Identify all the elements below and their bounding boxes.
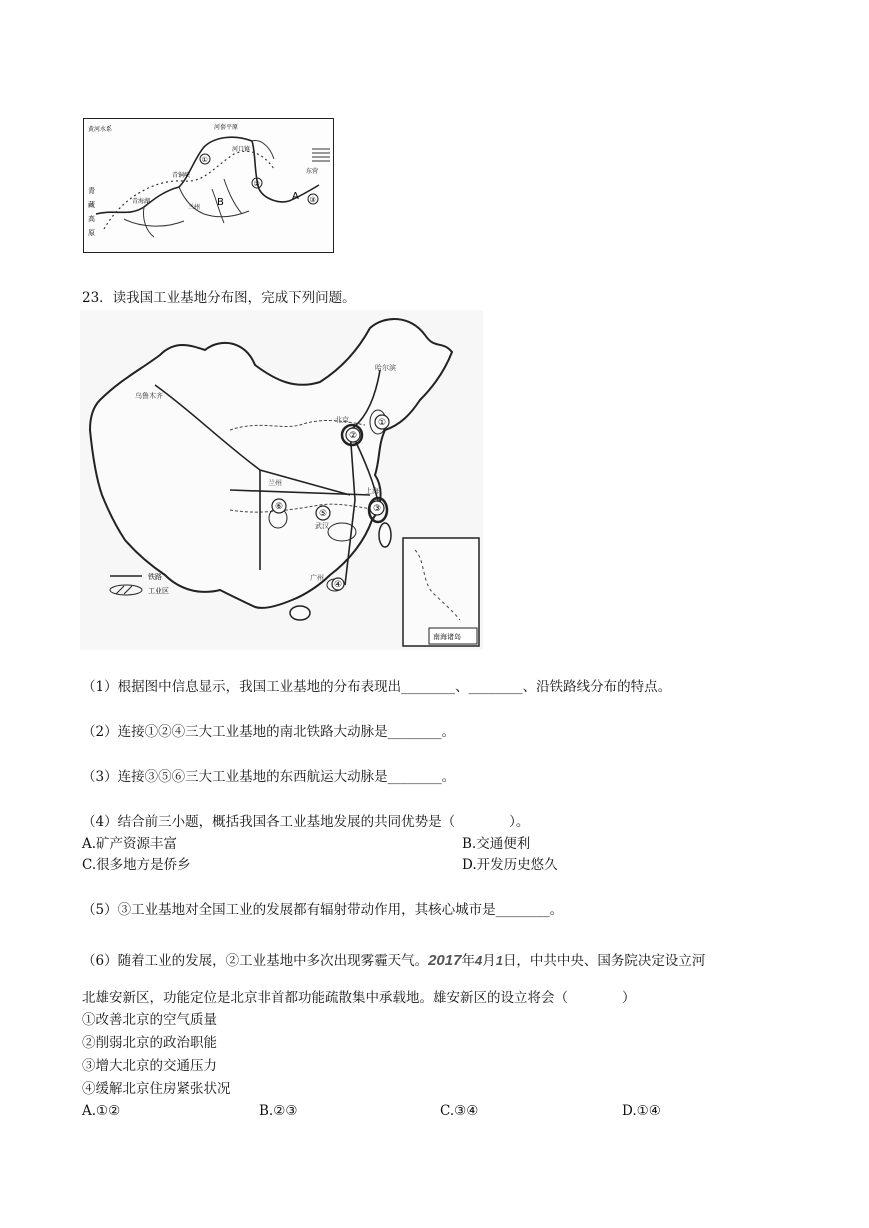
q6-line-2: 北雄安新区，功能定位是北京非首都功能疏散集中承载地。雄安新区的设立将会（ ） bbox=[82, 990, 636, 1006]
industrial-marker-3: ③ bbox=[372, 504, 382, 514]
question-23-part-6-stem bbox=[82, 952, 705, 970]
yellow-river-map-figure bbox=[84, 119, 333, 252]
label-gao: 高 bbox=[88, 215, 95, 223]
label-yellow-river-system: 黄河水系 bbox=[88, 126, 113, 133]
q6-day: 1 bbox=[495, 953, 503, 968]
industrial-marker-4: ④ bbox=[333, 580, 343, 590]
legend-industrial-label: 工业区 bbox=[148, 587, 169, 595]
inset-label: 南海诸岛 bbox=[433, 633, 461, 641]
q6-stem-after: 日，中共中央、国务院决定设立河 bbox=[502, 953, 706, 969]
label-qing: 青 bbox=[88, 187, 95, 195]
industrial-marker-1: ① bbox=[377, 418, 387, 428]
marker-3: ③ bbox=[309, 196, 316, 204]
q6-yue: 月 bbox=[482, 953, 496, 969]
marker-1: ① bbox=[201, 156, 208, 164]
q4-option-a: A.矿产资源丰富 bbox=[82, 836, 178, 852]
industrial-marker-5: ⑤ bbox=[318, 509, 328, 519]
q6-option-b: B.②③ bbox=[259, 1103, 298, 1119]
yellow-river-map bbox=[83, 118, 334, 253]
label-zang: 藏 bbox=[88, 201, 95, 209]
q6-stem-before: （6）随着工业的发展，②工业基地中多次出现雾霾天气。 bbox=[82, 953, 429, 969]
china-industrial-map bbox=[80, 310, 483, 650]
question-23-part-1: （1）根据图中信息显示，我国工业基地的分布表现出________、________、沿铁路线分布的特点。 bbox=[82, 679, 672, 695]
legend-railway-label: 铁路 bbox=[148, 573, 162, 581]
legend-industrial-symbol bbox=[110, 585, 142, 595]
q6-option-c: C.③④ bbox=[440, 1103, 479, 1119]
label-qingtongxia: 青铜峡 bbox=[172, 172, 191, 179]
city-guangzhou: 广州 bbox=[310, 574, 324, 582]
china-map-figure bbox=[80, 310, 483, 650]
question-23-part-5: （5）③工业基地对全国工业的发展都有辐射带动作用，其核心城市是________。 bbox=[82, 902, 564, 918]
marker-2: ② bbox=[253, 180, 260, 188]
q6-statement-1: ①改善北京的空气质量 bbox=[82, 1012, 217, 1028]
q4-option-d: D.开发历史悠久 bbox=[462, 857, 558, 873]
q6-nian: 年 bbox=[461, 953, 475, 969]
q6-statement-4: ④缓解北京住房紧张状况 bbox=[82, 1081, 231, 1097]
label-A: A bbox=[292, 191, 299, 202]
label-dongying: 东营 bbox=[306, 168, 319, 175]
city-shanghai: 上海 bbox=[365, 487, 379, 495]
city-wuhan: 武汉 bbox=[315, 522, 329, 530]
question-23-part-2: （2）连接①②④三大工业基地的南北铁路大动脉是________。 bbox=[82, 724, 456, 740]
industrial-marker-2: ② bbox=[348, 431, 358, 441]
question-23-title: 23．读我国工业基地分布图，完成下列问题。 bbox=[82, 290, 356, 306]
q6-month: 4 bbox=[474, 953, 483, 968]
label-hetao: 河套平原 bbox=[214, 124, 239, 131]
label-qinghai-lake: 青海湖 bbox=[132, 198, 151, 205]
q4-option-b: B.交通便利 bbox=[462, 836, 531, 852]
question-23-part-3: （3）连接③⑤⑥三大工业基地的东西航运大动脉是________。 bbox=[82, 769, 456, 785]
label-lanzhou: 兰州 bbox=[188, 204, 201, 211]
label-B: B bbox=[217, 197, 224, 208]
city-harbin: 哈尔滨 bbox=[375, 364, 396, 372]
city-urumqi: 乌鲁木齐 bbox=[135, 392, 163, 400]
q4-option-c: C.很多地方是侨乡 bbox=[82, 857, 191, 873]
question-23-part-4-stem: （4）结合前三小题，概括我国各工业基地发展的共同优势是（ ）。 bbox=[82, 814, 530, 830]
q6-statement-3: ③增大北京的交通压力 bbox=[82, 1058, 217, 1074]
city-beijing: 北京 bbox=[335, 416, 349, 424]
q6-year: 2017 bbox=[428, 952, 462, 969]
q6-option-d: D.①④ bbox=[622, 1103, 661, 1119]
city-lanzhou: 兰州 bbox=[268, 479, 282, 487]
label-yuan: 原 bbox=[88, 229, 95, 237]
label-hekouzhen: 河口镇 bbox=[232, 146, 251, 153]
industrial-marker-6: ⑥ bbox=[274, 502, 284, 512]
q6-option-a: A.①② bbox=[82, 1103, 121, 1119]
q6-statement-2: ②削弱北京的政治职能 bbox=[82, 1035, 217, 1051]
